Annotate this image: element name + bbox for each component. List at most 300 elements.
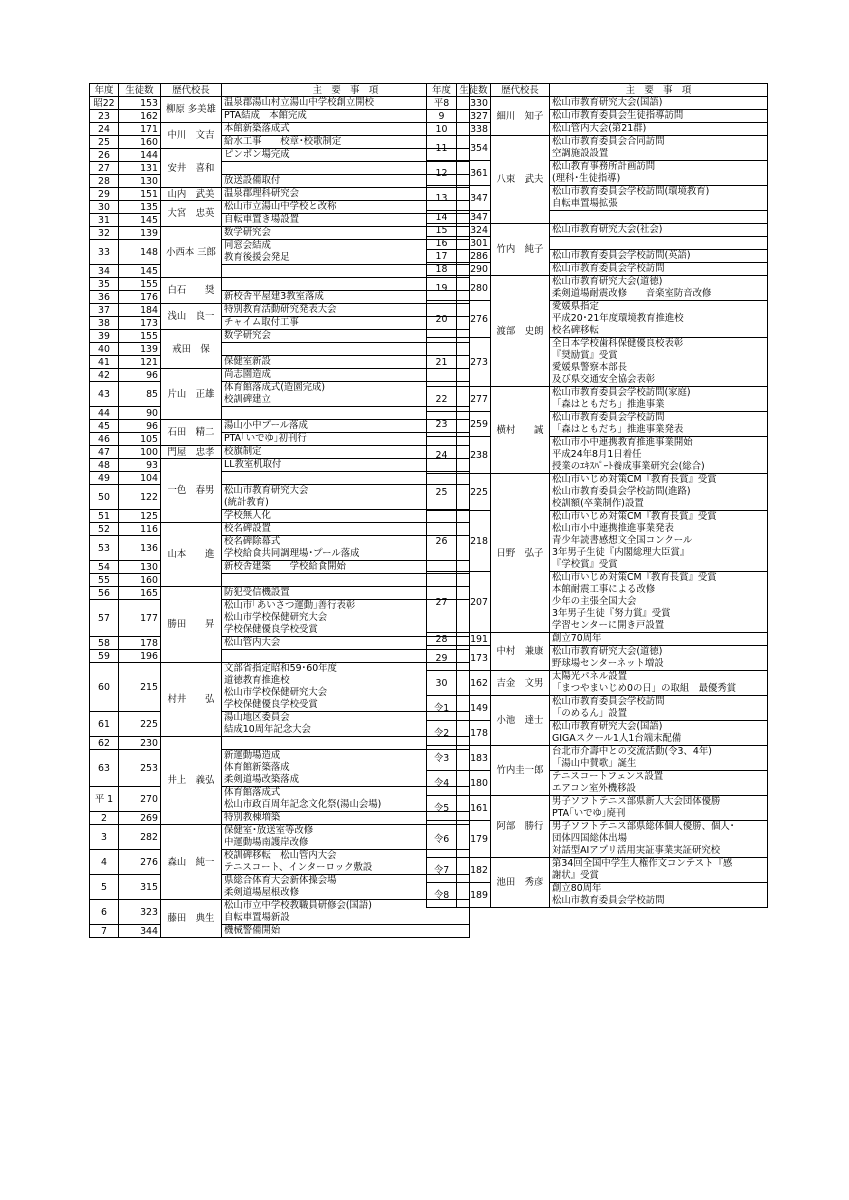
event-line: 松山市教育研究大会(道徳) [552,276,663,287]
event-line: LL教室机取付 [224,459,282,470]
event-line: チャイム取付工事 [224,317,299,328]
event-line: 創立70周年 [552,633,602,644]
year-cell: 14 [427,211,457,224]
table-row [427,412,768,437]
table-row [427,572,768,633]
event-line: 学校保健優良学校受賞 [224,699,318,710]
table-row [90,875,470,900]
student-count-cell: 178 [119,637,161,650]
year-cell: 6 [90,900,119,925]
event-line: テニスコート、インターロック敷設 [224,862,373,873]
year-cell: 56 [90,587,119,600]
event-line: 柔剣道場屋根改修 [224,887,300,898]
event-line: (理科･生徒指導) [552,173,621,184]
event-line: 県総合体育大会新体操会場 [224,875,337,886]
events-cell [550,474,768,511]
table-row [427,883,768,908]
table-row [427,771,768,796]
event-line: 新運動場造成 [224,750,281,761]
events-cell [550,746,768,771]
header-events: 主 要 事 項 [222,84,470,97]
event-line: 保健室･放送室等改修 [224,825,314,836]
student-count-cell: 139 [119,343,161,356]
events-cell [550,858,768,883]
event-line: 松山市教育研究大会(社会) [552,224,663,235]
year-cell: 24 [90,123,119,136]
principal-cell: 村井 弘 [161,663,222,737]
event-line: 松山市教育研究大会 [224,485,309,496]
principal-cell: 竹内 純子 [491,224,550,276]
student-count-cell: 93 [119,459,161,472]
table-row [427,250,768,263]
header-year: 年度 [427,84,457,97]
year-cell: 22 [427,387,457,412]
event-line: 松山市いじめ対策CM『教育長賞』受賞 [552,572,717,583]
event-line: 及び県交通安全協会表彰 [552,374,656,385]
student-count-cell: 273 [457,338,491,387]
year-cell: 33 [90,240,119,265]
year-cell: 28 [427,633,457,646]
event-line: 野球場センターネット増設 [552,658,664,669]
events-cell [550,633,768,646]
year-cell: 27 [427,572,457,633]
event-line: 3年男子生徒『努力賞』受賞 [552,608,671,619]
year-cell: 11 [427,136,457,161]
table-row [90,343,470,356]
table-row [427,746,768,771]
event-line: 温泉郡理科研究会 [224,188,300,199]
principal-cell: 安井 喜和 [161,149,222,188]
year-cell: 42 [90,369,119,382]
events-cell [550,186,768,211]
event-line: 体育館落成式(造園完成) [224,382,326,393]
principal-cell: 八束 武夫 [491,136,550,224]
student-count-cell: 125 [119,510,161,523]
student-count-cell: 276 [457,301,491,338]
year-cell: 50 [90,485,119,510]
event-line: 放送設備取付 [224,175,281,186]
events-cell [550,387,768,412]
student-count-cell: 218 [457,511,491,572]
principal-cell: 阿部 勝行 [491,796,550,858]
student-count-cell: 160 [119,136,161,149]
event-line: 松山市教育委員会合同訪問 [552,136,665,147]
event-line: 太陽光パネル設置 [552,671,628,682]
table-row [427,301,768,338]
table-row [427,211,768,224]
event-line: 湯山小中プール落成 [224,420,308,431]
event-line: 平成20･21年度環境教育推進校 [552,313,684,324]
year-cell: 57 [90,600,119,637]
year-cell: 45 [90,420,119,433]
year-cell: 19 [427,276,457,301]
table-row [427,721,768,746]
events-cell [222,925,470,938]
year-cell: 60 [90,663,119,712]
student-count-cell: 153 [119,97,161,110]
table-row [90,825,470,850]
year-cell: 54 [90,561,119,574]
event-line: 中運動場南護岸改修 [224,837,309,848]
table-row [427,821,768,858]
student-count-cell: 105 [119,433,161,446]
event-line: 同窓会結成 [224,240,271,251]
table-row [90,446,470,459]
principal-cell: 森山 純一 [161,825,222,900]
event-line: 学校無人化 [224,510,271,521]
student-count-cell: 290 [457,263,491,276]
event-line: 松山市教育委員会学校訪問(進路) [552,486,691,497]
year-cell: 26 [427,511,457,572]
student-count-cell: 130 [119,561,161,574]
table-row [90,637,470,650]
event-line: 空調施設設置 [552,148,609,159]
table-row [90,369,470,382]
events-cell [550,123,768,136]
table-row [90,97,470,110]
year-cell: 令5 [427,796,457,821]
events-cell [550,276,768,301]
event-line: 少年の主張全国大会 [552,596,637,607]
event-line: 松山市教育委員会生徒指導訪問 [552,110,684,121]
header-principal: 歴代校長 [161,84,222,97]
event-line: 男子ソフトテニス部県総体個人優勝、個人･ [552,821,735,832]
student-count-cell: 276 [119,850,161,875]
event-line: 松山市学校保健研究大会 [224,687,328,698]
event-line: 松山市教育研究大会(道徳) [552,646,663,657]
event-line: 『学校賞』受賞 [552,559,618,570]
year-cell: 37 [90,304,119,317]
year-cell: 18 [427,263,457,276]
table-row [90,382,470,407]
event-line: テニスコートフェンス設置 [552,771,664,782]
table-row [90,510,470,523]
event-line: 特別教棟増築 [224,812,281,823]
header-students: 生徒数 [457,84,491,97]
student-count-cell: 149 [457,696,491,721]
year-cell: 35 [90,278,119,291]
table-row [90,787,470,812]
table-row [90,925,470,938]
event-line: 松山市｢あいさつ運動｣善行表彰 [224,600,356,611]
event-line: 数学研究会 [224,330,271,341]
event-line: 松山教育事務所計画訪問 [552,161,656,172]
event-line: 松山管内大会(第21群) [552,123,647,134]
student-count-cell: 135 [119,201,161,214]
student-count-cell: 277 [457,387,491,412]
table-row [90,574,470,587]
student-count-cell: 139 [119,227,161,240]
event-line: 自転車置き場設置 [224,214,300,225]
year-cell: 23 [427,412,457,437]
student-count-cell: 178 [457,721,491,746]
student-count-cell: 225 [119,712,161,737]
table-row [427,437,768,474]
event-line: PTA結成 本館完成 [224,110,307,121]
table-row [90,812,470,825]
student-count-cell: 269 [119,812,161,825]
events-cell [550,511,768,572]
event-line: ピンポン場完成 [224,149,290,160]
year-cell: 24 [427,437,457,474]
year-cell: 2 [90,812,119,825]
principal-cell: 日野 弘子 [491,474,550,633]
table-row [427,110,768,123]
student-count-cell: 179 [457,821,491,858]
event-line: 松山市小中連携教育推進事業開始 [552,437,693,448]
year-cell: 16 [427,237,457,250]
principal-cell: 横村 誠 [491,387,550,474]
event-line: 結成10周年記念大会 [224,724,311,735]
year-cell: 63 [90,750,119,787]
student-count-cell: 354 [457,136,491,161]
events-cell [550,338,768,387]
student-count-cell: 280 [457,276,491,301]
event-line: 平成24年8月1日着任 [552,449,642,460]
table-row [427,338,768,387]
student-count-cell: 162 [119,110,161,123]
student-count-cell: 176 [119,291,161,304]
table-row [90,536,470,561]
student-count-cell: 327 [457,110,491,123]
student-count-cell: 270 [119,787,161,812]
student-count-cell: 162 [457,671,491,696]
student-count-cell: 230 [119,737,161,750]
principal-cell: 片山 正雄 [161,369,222,420]
table-row [427,696,768,721]
table-row [90,188,470,201]
student-count-cell: 96 [119,420,161,433]
event-line: 第34回全国中学生人権作文コンテスト『感 [552,858,733,869]
student-count-cell: 323 [119,900,161,925]
year-cell: 令8 [427,883,457,908]
table-row [90,110,470,123]
student-count-cell: 315 [119,875,161,900]
student-count-cell: 238 [457,437,491,474]
student-count-cell: 122 [119,485,161,510]
events-cell [550,883,768,908]
year-cell: 9 [427,110,457,123]
table-row [90,123,470,136]
event-line: 「森はともだち」推進事業発表 [552,424,684,435]
events-cell [550,821,768,858]
events-cell [550,110,768,123]
header-events: 主 要 事 項 [550,84,768,97]
event-line: 校名碑除幕式 [224,536,281,547]
events-cell [550,237,768,250]
student-count-cell: 286 [457,250,491,263]
event-line: 謝状』受賞 [552,870,599,881]
student-count-cell: 207 [457,572,491,633]
year-cell: 10 [427,123,457,136]
principal-cell: 小西本 三郎 [161,227,222,278]
student-count-cell: 225 [457,474,491,511]
year-cell: 38 [90,317,119,330]
student-count-cell: 165 [119,587,161,600]
event-line: 青少年読書感想文全国コンクール [552,535,693,546]
year-cell: 21 [427,338,457,387]
events-cell [550,211,768,224]
student-count-cell: 144 [119,149,161,162]
year-cell: 29 [90,188,119,201]
table-row [90,162,470,175]
year-cell: 30 [90,201,119,214]
table-row [427,387,768,412]
event-line: 温泉郡湯山村立湯山中学校創立開校 [224,97,375,108]
event-line: 松山管内大会 [224,637,281,648]
year-cell: 30 [427,671,457,696]
student-count-cell: 96 [119,369,161,382]
student-count-cell: 131 [119,162,161,175]
student-count-cell: 324 [457,224,491,237]
student-count-cell: 177 [119,600,161,637]
year-cell: 43 [90,382,119,407]
year-cell: 15 [427,224,457,237]
student-count-cell: 90 [119,407,161,420]
event-line: 自転車置場新設 [224,912,290,923]
table-row [90,356,470,369]
events-cell [550,646,768,671]
year-cell: 12 [427,161,457,186]
event-line: 防犯受信機設置 [224,587,290,598]
table-row [427,276,768,301]
table-row [90,750,470,787]
year-cell: 61 [90,712,119,737]
event-line: 男子ソフトテニス部県新人大会団体優勝 [552,796,721,807]
event-line: 松山市教育委員会学校訪問(環境教育) [552,186,710,197]
student-count-cell: 189 [457,883,491,908]
table-row [90,214,470,227]
student-count-cell: 183 [457,746,491,771]
table-row [427,671,768,696]
year-cell: 55 [90,574,119,587]
student-count-cell: 160 [119,574,161,587]
event-line: 自転車置場拡張 [552,198,618,209]
header-students: 生徒数 [119,84,161,97]
table-row [90,663,470,712]
principal-cell: 門屋 忠孝 [161,446,222,459]
year-cell: 17 [427,250,457,263]
event-line: 道徳教育推進校 [224,675,290,686]
table-row [427,186,768,211]
table-row [90,737,470,750]
student-count-cell: 161 [457,796,491,821]
year-cell: 20 [427,301,457,338]
events-cell [550,161,768,186]
event-line: 松山市教育研究大会(国語) [552,721,663,732]
principal-cell: 山内 武美 [161,188,222,201]
event-line: 体育館新築落成 [224,762,290,773]
events-cell [550,250,768,263]
year-cell: 46 [90,433,119,446]
event-line [552,211,765,223]
student-count-cell: 259 [457,412,491,437]
event-line: 授業のｴｷｽﾊﾟｰﾄ養成事業研究会(総合) [552,461,705,472]
header-principal: 歴代校長 [491,84,550,97]
event-line: 本館新築落成式 [224,123,290,134]
event-line: 松山市いじめ対策CM『教育長賞』受賞 [552,474,717,485]
history-table-right [426,83,768,908]
event-line: 校訓碑建立 [224,394,271,405]
year-cell: 32 [90,227,119,240]
table-row [90,407,470,420]
year-cell: 平8 [427,97,457,110]
year-cell: 5 [90,875,119,900]
events-cell [550,572,768,633]
event-line: 松山市立湯山中学校と改称 [224,201,337,212]
event-line: 3年男子生徒『内閣総理大臣賞』 [552,547,690,558]
year-cell: 23 [90,110,119,123]
year-cell: 25 [90,136,119,149]
event-line: 本館耐震工事による改修 [552,584,656,595]
table-body [90,97,470,938]
table-row [427,123,768,136]
table-row [427,97,768,110]
student-count-cell: 136 [119,536,161,561]
year-cell: 59 [90,650,119,663]
event-line: 尚志園造成 [224,369,271,380]
principal-cell: 大宮 忠英 [161,201,222,227]
table-row [90,304,470,317]
event-line: 給水工事 校章･校歌制定 [224,136,342,147]
events-cell [550,97,768,110]
principal-cell: 柳原 多美雄 [161,97,222,123]
event-line: PTA｢いでゆ｣初刊行 [224,433,307,444]
student-count-cell: 104 [119,472,161,485]
events-cell [550,721,768,746]
table-row [427,646,768,671]
table-row [427,474,768,511]
event-line: 校訓碑移転 松山管内大会 [224,850,337,861]
table-row [90,523,470,536]
event-line: 松山市教育研究大会(国語) [552,97,663,108]
table-row [90,712,470,737]
table-row [90,485,470,510]
student-count-cell: 191 [457,633,491,646]
event-line: 学校保健優良学校受賞 [224,624,318,635]
event-line: 校訓額(卒業制作)設置 [552,498,644,509]
table-row [90,650,470,663]
event-line: 校旗制定 [224,446,262,457]
principal-cell: 一色 春男 [161,459,222,523]
year-cell: 4 [90,850,119,875]
student-count-cell: 180 [457,771,491,796]
table-row [427,263,768,276]
year-cell: 26 [90,149,119,162]
student-count-cell: 100 [119,446,161,459]
table-row [90,291,470,304]
table-row [90,472,470,485]
table-body [427,97,768,908]
student-count-cell: 196 [119,650,161,663]
table-row [90,149,470,162]
event-line: 団体四国総体出場 [552,833,628,844]
year-cell: 48 [90,459,119,472]
events-cell [550,136,768,161]
event-line: PTA｢いでゆ｣廃刊 [552,808,626,819]
events-cell [550,771,768,796]
year-cell: 34 [90,265,119,278]
event-line: 新校舎建築 学校給食開始 [224,561,346,572]
table-row [90,330,470,343]
event-line: エアコン室外機移設 [552,783,636,794]
events-cell [550,671,768,696]
event-line: 文部省指定昭和59･60年度 [224,663,337,674]
year-cell: 39 [90,330,119,343]
event-line: 機械警備開始 [224,925,281,936]
year-cell: 41 [90,356,119,369]
principal-cell: 藤田 典生 [161,900,222,938]
